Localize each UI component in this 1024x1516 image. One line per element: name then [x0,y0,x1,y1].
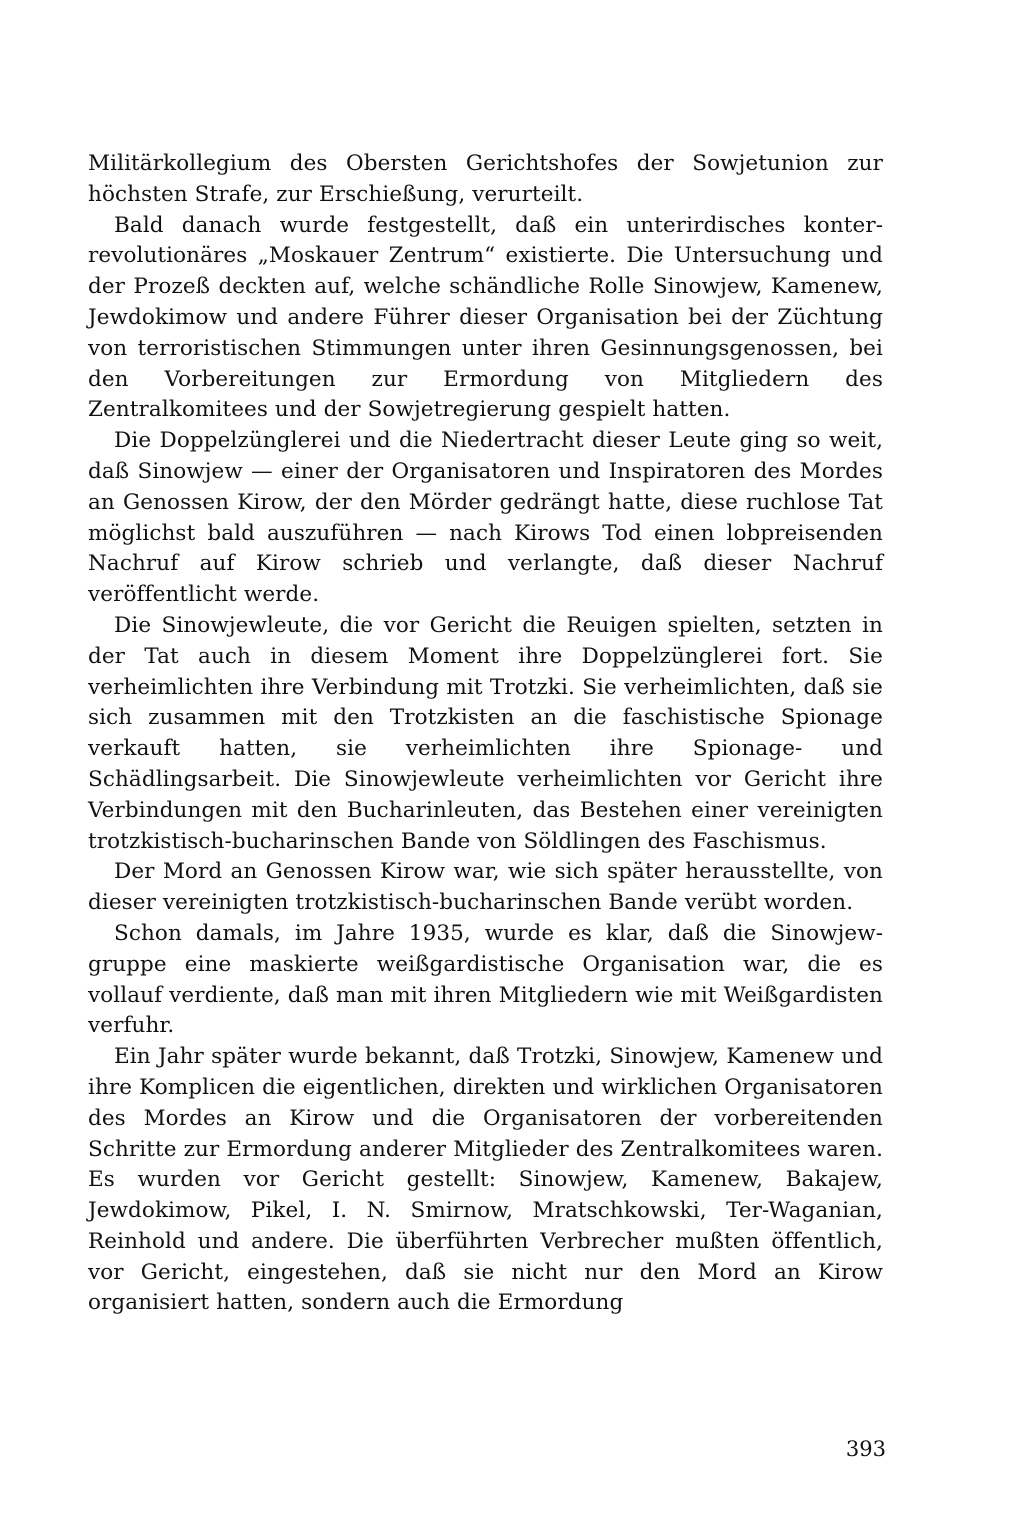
paragraph: Militärkollegium des Obersten Gerichtshofes der Sowjetunion zur höchsten Strafe, zur Erschießung, verurteilt. [88,151,883,207]
paragraph: Der Mord an Genossen Kirow war, wie sich später herausstellte, von dieser vereinigten trotzkistisch-bucharinschen Bande verübt worden. [88,859,883,916]
page-number: 393 [845,1437,886,1461]
paragraph: Bald danach wurde festgestellt, daß ein unterirdisches konterrevolutionäres „Moskauer Zentrum“ existierte. Die Untersuchung und der Prozeß deckten auf, welche schändliche Rolle Sinowjew, Kamenew, Jewdokimow und andere Führer dieser Organisation bei der Züchtung von terroristischen Stimmungen unter ihren Gesinnungsgenossen, bei den Vorbereitungen zur Ermordung von Mitgliedern des Zentralkomitees und der Sowjetregierung gespielt hatten. [88,212,883,423]
paragraph: Schon damals, im Jahre 1935, wurde es klar, daß die Sinowjewgruppe eine maskierte weißgardistische Organisation war, die es vollauf verdiente, daß man mit ihren Mitgliedern wie mit Weißgardisten verfuhr. [88,920,883,1039]
paragraph: Ein Jahr später wurde bekannt, daß Trotzki, Sinowjew, Kamenew und ihre Komplicen die eigentlichen, direkten und wirklichen Organisatoren des Mordes an Kirow und die Organisatoren der vorbereitenden Schritte zur Ermordung anderer Mitglieder des Zentralkomitees waren. Es wurden vor Gericht gestellt: Sinowjew, Kamenew, Bakajew, Jewdokimow, Pikel, I. N. Smirnow, Mratschkowski, Ter-Waganian, Reinhold und andere. Die überführten Verbrecher mußten öffentlich, vor Gericht, eingestehen, daß sie nicht nur den Mord an Kirow organisiert hatten, sondern auch die Ermordung [88,1044,883,1316]
paragraph: Die Doppelzünglerei und die Niedertracht dieser Leute ging so weit, daß Sinowjew — einer der Organisatoren und Inspiratoren des Mordes an Genossen Kirow, der den Mörder gedrängt hatte, diese ruchlose Tat möglichst bald auszuführen — nach Kirows Tod einen lobpreisenden Nachruf auf Kirow schrieb und verlangte, daß dieser Nachruf veröffentlicht werde. [88,428,883,608]
body-text [88,149,883,1319]
paragraph: Die Sinowjewleute, die vor Gericht die Reuigen spielten, setzten in der Tat auch in diesem Moment ihre Doppelzünglerei fort. Sie verheimlichten ihre Verbindung mit Trotzki. Sie verheimlichten, daß sie sich zusammen mit den Trotzkisten an die faschistische Spionage verkauft hatten, sie verheimlichten ihre Spionage- und Schädlingsarbeit. Die Sinowjewleute verheimlichten vor Gericht ihre Verbindungen mit den Bucharinleuten, das Bestehen einer vereinigten trotzkistisch-bucharinschen Bande von Söldlingen des Faschismus. [88,612,883,854]
